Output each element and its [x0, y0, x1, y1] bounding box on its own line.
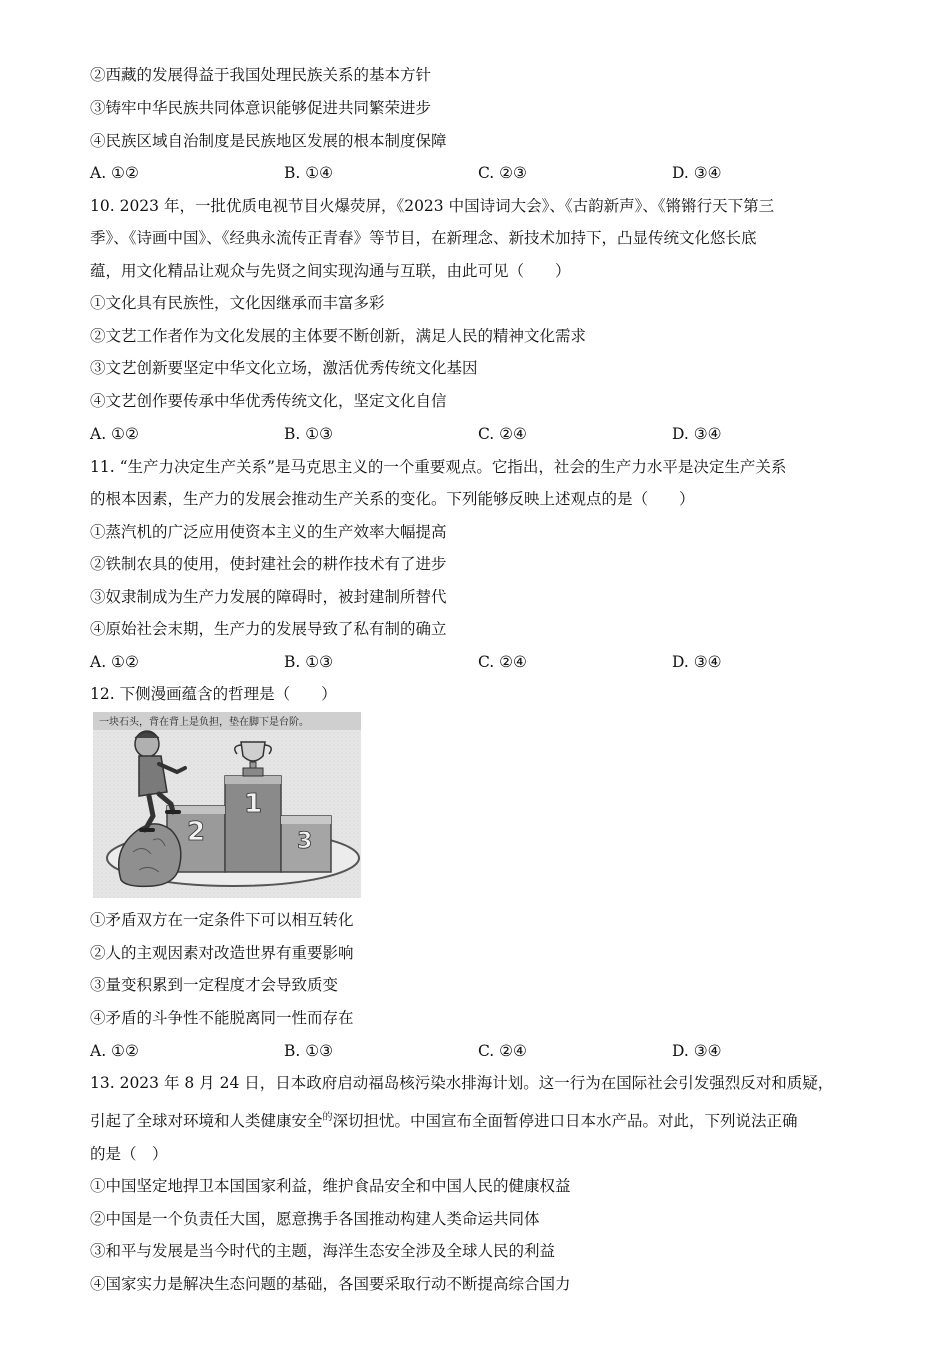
q10-item-4: ④文艺创作要传承中华优秀传统文化，坚定文化自信: [90, 392, 447, 410]
q12-item-4: ④矛盾的斗争性不能脱离同一性而存在: [90, 1009, 354, 1027]
q12-option-d[interactable]: D. ③④: [672, 1042, 722, 1060]
cartoon-caption: 一块石头，背在背上是负担，垫在脚下是台阶。: [99, 717, 309, 728]
q11-item-1: ①蒸汽机的广泛应用使资本主义的生产效率大幅提高: [90, 523, 447, 541]
q11-item-3: ③奴隶制成为生产力发展的障碍时，被封建制所替代: [90, 588, 447, 606]
q9-item-3: ③铸牢中华民族共同体意识能够促进共同繁荣进步: [90, 99, 432, 117]
q12-option-a[interactable]: A. ①②: [90, 1042, 139, 1060]
q9-option-d[interactable]: D. ③④: [672, 164, 722, 182]
podium-number-3: 3: [297, 829, 313, 854]
q9-option-c[interactable]: C. ②③: [478, 164, 527, 182]
q10-stem-line-2: 季》、《诗画中国》、《经典永流传正青春》等节目，在新理念、新技术加持下，凸显传统文化悠长底: [90, 229, 757, 247]
q12-item-3: ③量变积累到一定程度才会导致质变: [90, 976, 339, 994]
q10-options: [90, 424, 870, 444]
q13-stem-line-2-small-char: 的: [322, 1112, 333, 1123]
q13-stem-line-3: 的是（ ）: [90, 1145, 168, 1163]
q9-item-2: ②西藏的发展得益于我国处理民族关系的基本方针: [90, 66, 432, 84]
philosophy-cartoon: [93, 712, 361, 898]
q12-item-2: ②人的主观因素对改造世界有重要影响: [90, 944, 354, 962]
podium-number-1: 1: [244, 789, 263, 819]
q13-item-1: ①中国坚定地捍卫本国国家利益，维护食品安全和中国人民的健康权益: [90, 1177, 571, 1195]
q11-stem-line-2: 的根本因素，生产力的发展会推动生产关系的变化。下列能够反映上述观点的是（ ）: [90, 490, 695, 508]
q11-option-b[interactable]: B. ①③: [284, 653, 334, 671]
q9-item-4: ④民族区域自治制度是民族地区发展的根本制度保障: [90, 132, 447, 150]
q13-stem-line-2-part-a: 引起了全球对环境和人类健康安全: [90, 1112, 323, 1130]
podium-top-3: [281, 816, 331, 824]
q11-item-4: ④原始社会末期，生产力的发展导致了私有制的确立: [90, 620, 447, 638]
q11-option-d[interactable]: D. ③④: [672, 653, 722, 671]
q11-option-c[interactable]: C. ②④: [478, 653, 527, 671]
q13-stem-line-2-part-b: 深切担忧。中国宣布全面暂停进口日本水产品。对此，下列说法正确: [332, 1112, 798, 1130]
q9-option-b[interactable]: B. ①④: [284, 164, 334, 182]
q10-option-c[interactable]: C. ②④: [478, 425, 527, 443]
q10-option-a[interactable]: A. ①②: [90, 425, 139, 443]
podium-number-2: 2: [187, 817, 206, 847]
q12-option-c[interactable]: C. ②④: [478, 1042, 527, 1060]
q12-option-b[interactable]: B. ①③: [284, 1042, 334, 1060]
q10-option-d[interactable]: D. ③④: [672, 425, 722, 443]
q11-option-a[interactable]: A. ①②: [90, 653, 139, 671]
q9-option-a[interactable]: A. ①②: [90, 164, 139, 182]
q11-options: [90, 652, 870, 672]
q13-item-3: ③和平与发展是当今时代的主题，海洋生态安全涉及全球人民的利益: [90, 1242, 556, 1260]
q11-stem-line-1: 11. “生产力决定生产关系”是马克思主义的一个重要观点。它指出，社会的生产力水平是决定生产关系: [90, 458, 787, 476]
q10-stem-line-3: 蕴，用文化精品让观众与先贤之间实现沟通与互联，由此可见（ ）: [90, 262, 571, 280]
q12-options: [90, 1041, 870, 1061]
q12-stem: 12. 下侧漫画蕴含的哲理是（ ）: [90, 685, 337, 703]
q10-item-1: ①文化具有民族性，文化因继承而丰富多彩: [90, 294, 385, 312]
q10-item-2: ②文艺工作者作为文化发展的主体要不断创新，满足人民的精神文化需求: [90, 327, 587, 345]
q13-stem-line-1: 13. 2023 年 8 月 24 日，日本政府启动福岛核污染水排海计划。这一行为在国际社会引发强烈反对和质疑，: [90, 1074, 834, 1092]
podium-top-1: [225, 776, 281, 784]
q11-item-2: ②铁制农具的使用，使封建社会的耕作技术有了进步: [90, 555, 447, 573]
q10-option-b[interactable]: B. ①③: [284, 425, 334, 443]
q13-item-4: ④国家实力是解决生态问题的基础，各国要采取行动不断提高综合国力: [90, 1275, 571, 1293]
q13-stem-line-2: [90, 1111, 798, 1131]
q12-item-1: ①矛盾双方在一定条件下可以相互转化: [90, 911, 354, 929]
q13-item-2: ②中国是一个负责任大国，愿意携手各国推动构建人类命运共同体: [90, 1210, 540, 1228]
q10-item-3: ③文艺创新要坚定中华文化立场，激活优秀传统文化基因: [90, 359, 478, 377]
q10-stem-line-1: 10. 2023 年，一批优质电视节目火爆荧屏，《2023 中国诗词大会》、《古韵新声》、《锵锵行天下第三: [90, 197, 775, 215]
q9-options: [90, 163, 870, 183]
